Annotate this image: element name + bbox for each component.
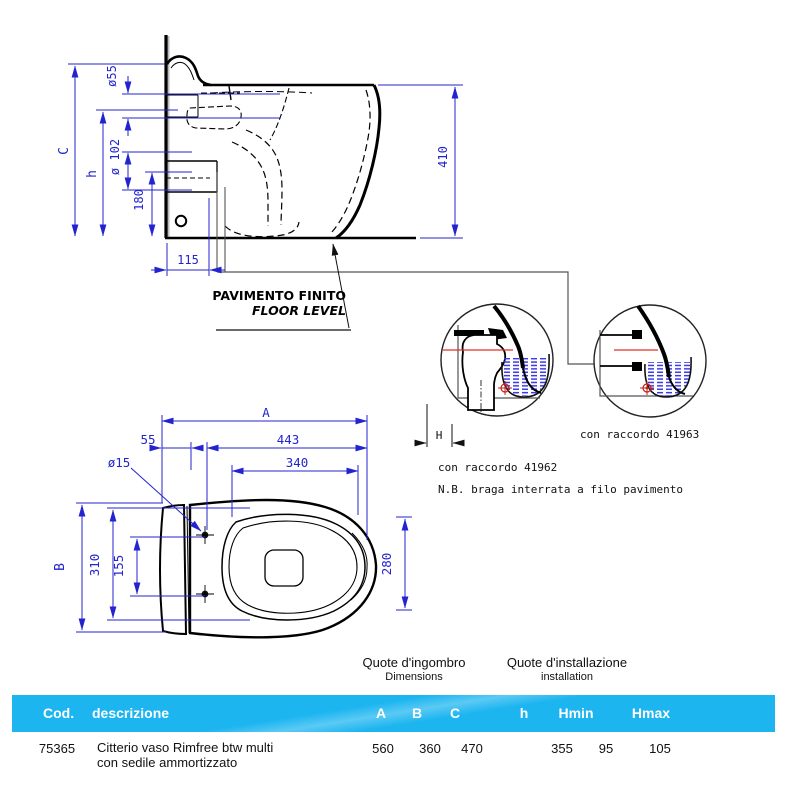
dim-label-B: B bbox=[53, 563, 68, 571]
bowl-back-profile bbox=[336, 85, 380, 238]
header-descrizione: descrizione bbox=[92, 705, 170, 721]
side-fixing-hole bbox=[176, 216, 186, 226]
dim-label-155: 155 bbox=[111, 554, 126, 578]
detail-circle-41962 bbox=[441, 304, 553, 416]
header-a: A bbox=[375, 705, 387, 721]
plan-view-drawing bbox=[160, 500, 376, 637]
dim-label-h: h bbox=[85, 170, 100, 178]
floor-level-label-it: PAVIMENTO FINITO bbox=[212, 288, 346, 303]
header-hmax: Hmax bbox=[631, 705, 671, 721]
dim-label-C: C bbox=[57, 147, 72, 155]
header-h: h bbox=[519, 705, 529, 721]
row-a: 560 bbox=[372, 741, 394, 756]
header-hmin: Hmin bbox=[558, 705, 594, 721]
table-header-band bbox=[12, 695, 775, 732]
note-braga: N.B. braga interrata a filo pavimento bbox=[438, 483, 684, 496]
group-subtitle-installation: installation bbox=[541, 671, 593, 683]
btw-back-slab bbox=[160, 505, 186, 634]
dim-label-A: A bbox=[262, 405, 270, 420]
dim-label-55: 55 bbox=[140, 432, 156, 447]
header-c: C bbox=[449, 705, 461, 721]
spud-outline bbox=[167, 56, 211, 85]
side-view-dimension-labels bbox=[57, 65, 450, 267]
dim-label-340: 340 bbox=[285, 455, 309, 470]
dim-label-410: 410 bbox=[436, 146, 450, 168]
header-cod: Cod. bbox=[43, 705, 75, 721]
dim-label-280: 280 bbox=[379, 552, 394, 576]
row-description bbox=[97, 741, 357, 770]
dim-label-d55: ø55 bbox=[105, 65, 119, 87]
floor-level-label-en: FLOOR LEVEL bbox=[252, 303, 346, 318]
row-description-line1: Citterio vaso Rimfree btw multi bbox=[97, 740, 274, 755]
row-description-line2: con sedile ammortizzato bbox=[97, 754, 238, 770]
row-b: 360 bbox=[419, 741, 441, 756]
row-cod: 75365 bbox=[38, 741, 76, 756]
dim-label-H: H bbox=[435, 429, 443, 442]
dim-label-115: 115 bbox=[177, 253, 199, 267]
detail-notes bbox=[435, 428, 700, 496]
side-view-dimensions bbox=[68, 64, 463, 276]
h-dimension bbox=[415, 404, 464, 447]
note-raccordo-41963: con raccordo 41963 bbox=[580, 428, 700, 441]
row-hmin: 95 bbox=[598, 741, 614, 756]
dim-label-180: 180 bbox=[132, 189, 146, 211]
dim-label-d102: ø 102 bbox=[108, 138, 122, 176]
trap-opening bbox=[265, 550, 303, 586]
note-raccordo-41962: con raccordo 41962 bbox=[438, 461, 558, 474]
group-title-installation: Quote d'installazione bbox=[506, 655, 628, 670]
detail-circle-41963 bbox=[594, 305, 706, 417]
side-view-drawing bbox=[165, 35, 416, 272]
dim-label-d15: ø15 bbox=[107, 455, 131, 470]
header-b: B bbox=[411, 705, 423, 721]
row-c: 470 bbox=[461, 741, 483, 756]
row-h: 355 bbox=[551, 741, 573, 756]
group-title-dimensions: Quote d'ingombro bbox=[362, 655, 466, 670]
dim-label-310: 310 bbox=[87, 553, 102, 577]
row-hmax: 105 bbox=[649, 741, 671, 756]
dim-label-443: 443 bbox=[276, 432, 300, 447]
group-subtitle-dimensions: Dimensions bbox=[385, 671, 443, 683]
floor-level-label bbox=[140, 288, 346, 318]
